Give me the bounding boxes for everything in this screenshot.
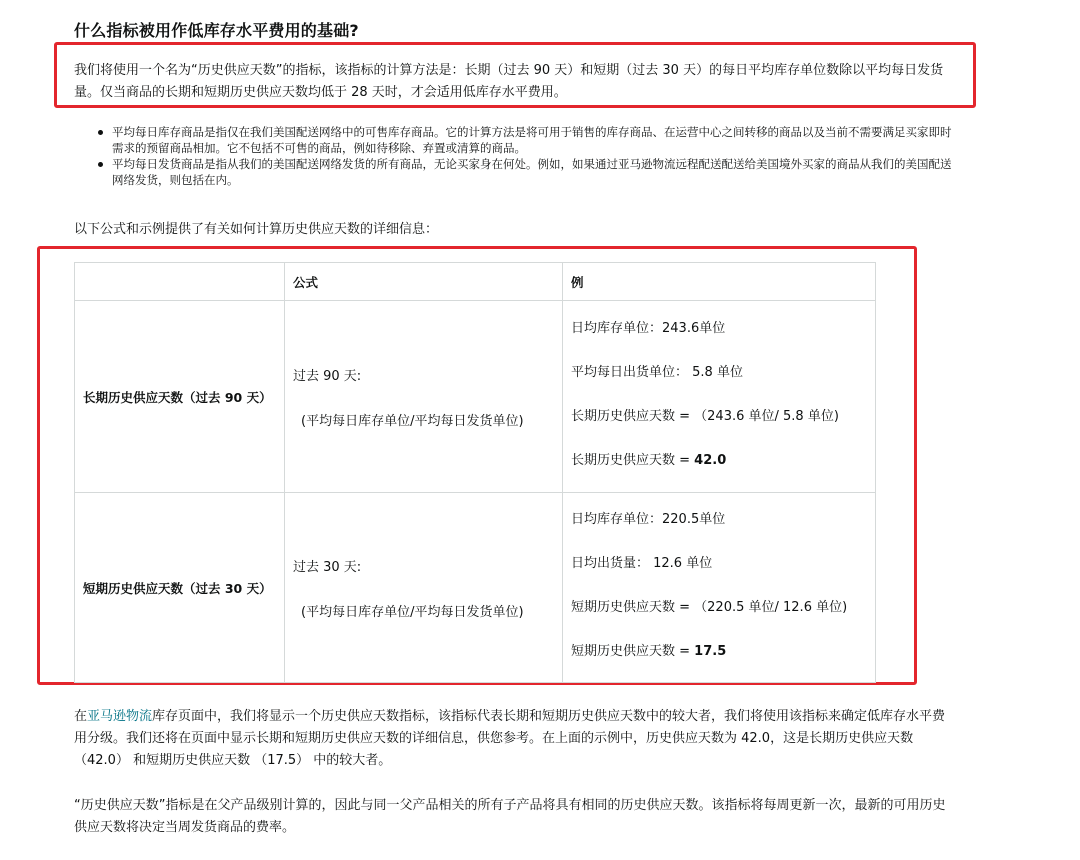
example-line: 日均库存单位：243.6单位	[571, 320, 726, 336]
bullet-icon	[98, 162, 103, 167]
example-result: 长期历史供应天数 = 42.0	[571, 452, 727, 468]
row-label-short-term: 短期历史供应天数（过去 30 天）	[75, 493, 285, 683]
example-line: 短期历史供应天数 = （220.5 单位/ 12.6 单位)	[571, 599, 848, 615]
intro-paragraph: 我们将使用一个名为“历史供应天数”的指标，该指标的计算方法是：长期（过去 90 天）和短期（过去 30 天）的每日平均库存单位数除以平均每日发货量。仅当商品的长期和短期历史供应天数均低于 28 天时，才会适用低库存水平费用。	[74, 63, 944, 100]
row-label-long-term: 长期历史供应天数（过去 90 天）	[75, 301, 285, 493]
example-line: 日均出货量： 12.6 单位	[571, 555, 713, 571]
formula-cell	[285, 301, 563, 493]
example-result: 短期历史供应天数 = 17.5	[571, 643, 727, 659]
days-of-supply-table	[74, 262, 876, 683]
example-line: 日均库存单位：220.5单位	[571, 511, 726, 527]
table-header-formula: 公式	[285, 263, 563, 301]
formula-cell	[285, 493, 563, 683]
parent-level-paragraph: “历史供应天数”指标是在父产品级别计算的，因此与同一父产品相关的所有子产品将具有相同的历史供应天数。该指标将每周更新一次，最新的可用历史供应天数将决定当周发货商品的费率。	[74, 798, 946, 835]
bullet-list	[98, 124, 958, 188]
example-line: 长期历史供应天数 = （243.6 单位/ 5.8 单位)	[571, 408, 839, 424]
table-header-example: 例	[563, 263, 876, 301]
example-cell	[563, 493, 876, 683]
table-header-row	[75, 263, 876, 301]
table-row	[75, 493, 876, 683]
formula-expression: (平均每日库存单位/平均每日发货单位)	[301, 413, 524, 429]
formula-period: 过去 90 天:	[293, 368, 362, 384]
list-item: 平均每日库存商品是指仅在我们美国配送网络中的可售库存商品。它的计算方法是将可用于销售的库存商品、在运营中心之间转移的商品以及当前不需要满足买家即时需求的预留商品相加。它不包括不可售的商品，例如待移除、弃置或清算的商品。	[98, 124, 958, 156]
table-row	[75, 301, 876, 493]
explanation-paragraph: 在亚马逊物流库存页面中，我们将显示一个历史供应天数指标，该指标代表长期和短期历史供应天数中的较大者，我们将使用该指标来确定低库存水平费用分级。我们还将在页面中显示长期和短期历史供应天数的详细信息，供您参考。在上面的示例中，历史供应天数为 42.0，这是长期历史供应天数 （42.0） 和短期历史供应天数 （17.5） 中的较大者。	[74, 709, 946, 768]
example-line: 平均每日出货单位： 5.8 单位	[571, 364, 743, 380]
bullet-icon	[98, 130, 103, 135]
section-heading: 什么指标被用作低库存水平费用的基础?	[74, 21, 359, 40]
result-value: 17.5	[694, 643, 727, 659]
formula-intro-text: 以下公式和示例提供了有关如何计算历史供应天数的详细信息：	[74, 222, 439, 237]
result-value: 42.0	[694, 452, 727, 468]
list-item: 平均每日发货商品是指从我们的美国配送网络发货的所有商品，无论买家身在何处。例如，如果通过亚马逊物流远程配送配送给美国境外买家的商品从我们的美国配送网络发货，则包括在内。	[98, 156, 958, 188]
formula-expression: (平均每日库存单位/平均每日发货单位)	[301, 604, 524, 620]
table-header-empty	[75, 263, 285, 301]
fba-link[interactable]: 亚马逊物流	[87, 709, 153, 724]
formula-period: 过去 30 天:	[293, 559, 362, 575]
example-cell	[563, 301, 876, 493]
